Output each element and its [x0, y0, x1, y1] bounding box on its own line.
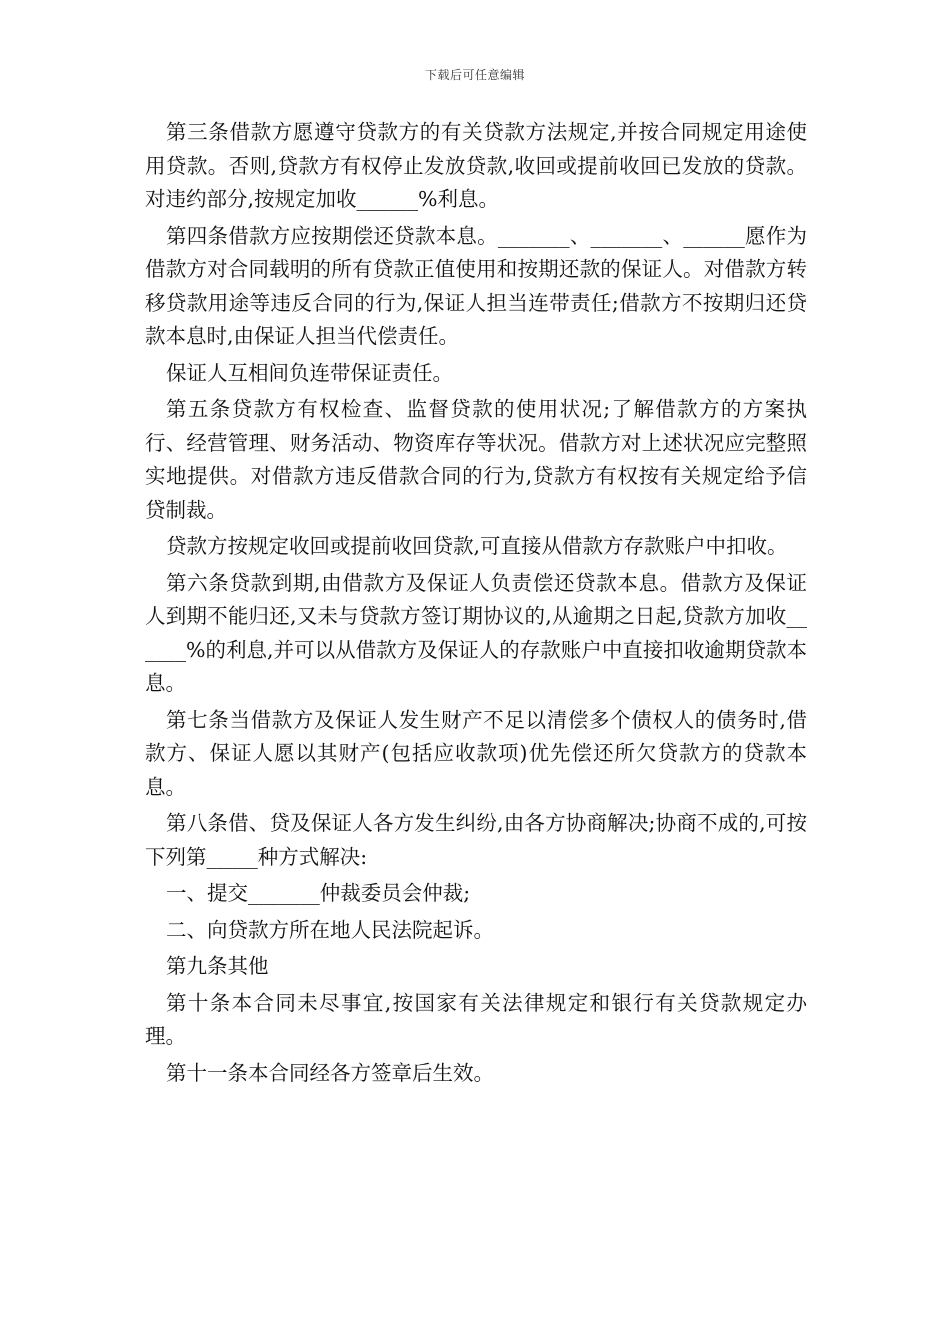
lender-recovery-paragraph: 贷款方按规定收回或提前收回贷款,可直接从借款方存款账户中扣收。 [166, 534, 788, 558]
article-10-paragraph: 第十条本合同未尽事宜,按国家有关法律规定和银行有关贷款规定办理。 [145, 990, 807, 1048]
dispute-option-2: 二、向贷款方所在地人民法院起诉。 [166, 917, 494, 942]
article-9-paragraph: 第九条其他 [166, 954, 269, 978]
article-7-paragraph: 第七条当借款方及保证人发生财产不足以清偿多个债权人的债务时,借款方、保证人愿以其财产(包括应收款项)优先偿还所欠贷款方的贷款本息。 [145, 707, 807, 799]
page-header: 下载后可任意编辑 [424, 68, 525, 82]
article-11-paragraph: 第十一条本合同经各方签章后生效。 [166, 1060, 494, 1085]
article-5-paragraph: 第五条贷款方有权检查、监督贷款的使用状况;了解借款方的方案执行、经营管理、财务活动、物资库存等状况。借款方对上述状况应完整照实地提供。对借款方违反借款合同的行为,贷款方有权按有关规定给予信贷制裁。 [145, 397, 807, 522]
dispute-option-1: 一、提交_______仲裁委员会仲裁; [166, 881, 471, 905]
article-8-paragraph: 第八条借、贷及保证人各方发生纠纷,由各方协商解决;协商不成的,可按下列第_____种方式解决: [145, 811, 807, 869]
document-body [145, 116, 807, 1093]
article-6-paragraph: 第六条贷款到期,由借款方及保证人负责偿还贷款本息。借款方及保证人到期不能归还,又未与贷款方签订期协议的,从逾期之日起,贷款方加收______%的利息,并可以从借款方及保证人的存款账户中直接扣收逾期贷款本息。 [145, 570, 807, 695]
guarantor-joint-liability-paragraph: 保证人互相间负连带保证责任。 [166, 360, 453, 385]
article-3-paragraph: 第三条借款方愿遵守贷款方的有关贷款方法规定,并按合同规定用途使用贷款。否则,贷款方有权停止发放贷款,收回或提前收回已发放的贷款。对违约部分,按规定加收______%利息。 [145, 120, 807, 211]
article-4-paragraph: 第四条借款方应按期偿还贷款本息。_______、_______、______愿作为借款方对合同载明的所有贷款正值使用和按期还款的保证人。对借款方转移贷款用途等违反合同的行为,保证人担当连带责任;借款方不按期归还贷款本息时,由保证人担当代偿责任。 [145, 223, 807, 348]
